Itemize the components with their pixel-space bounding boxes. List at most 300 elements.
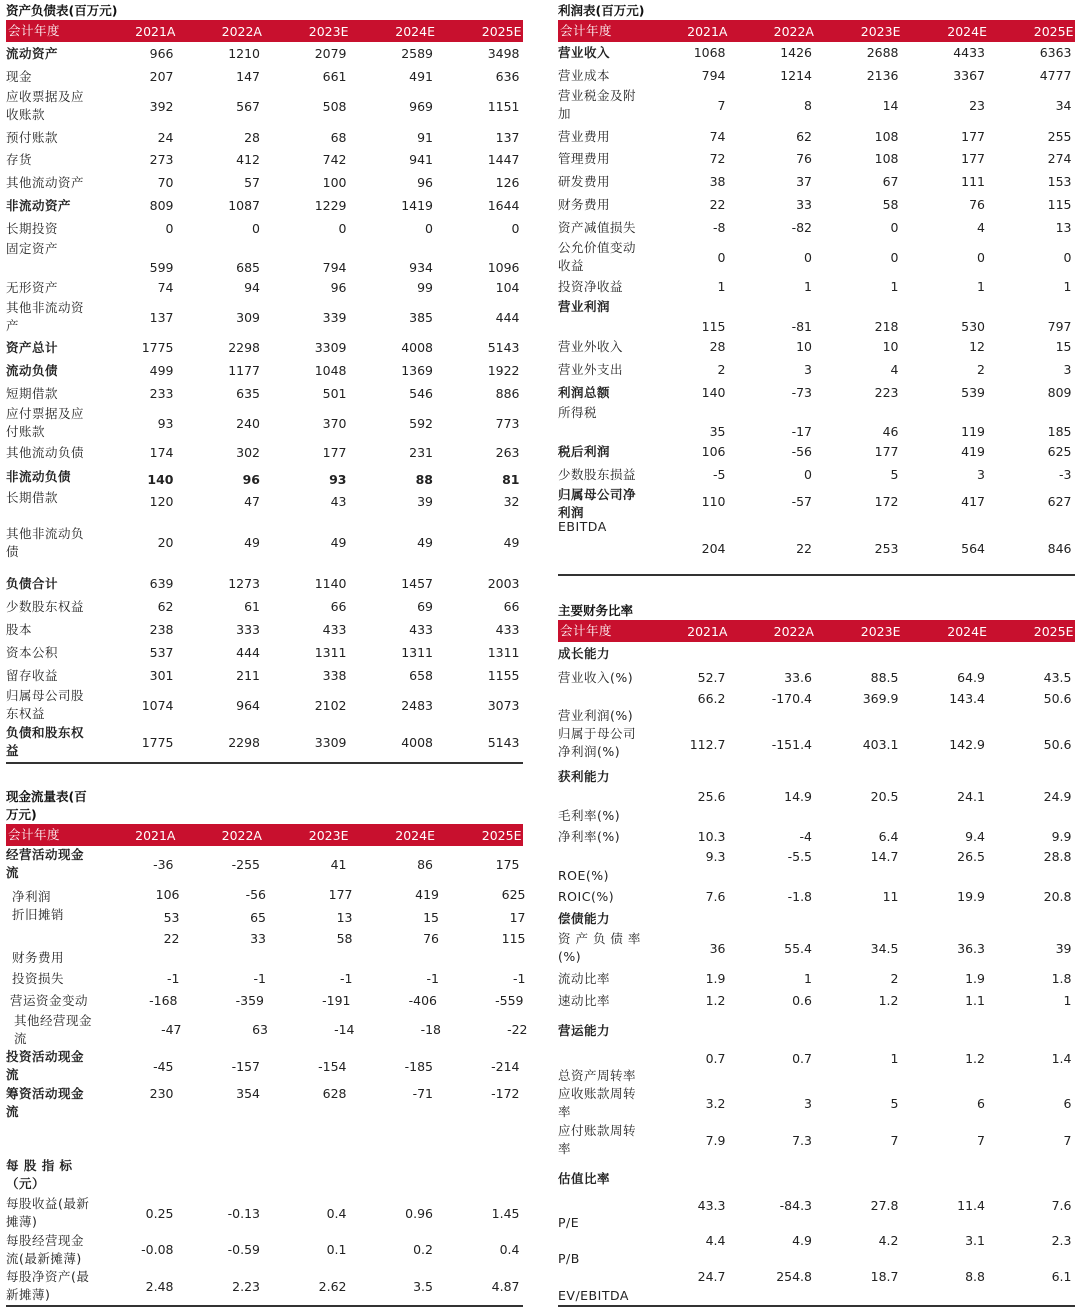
header-year: 2024E: [395, 827, 435, 843]
row-value: 22: [163, 931, 180, 946]
row-value: 36.3: [957, 940, 985, 956]
row-value: 1644: [487, 197, 520, 213]
header-year: 2025E: [481, 23, 522, 39]
row-value: 0: [165, 220, 174, 236]
row-value: 309: [236, 310, 260, 325]
row-value: -22: [507, 1022, 528, 1037]
row-value: 7.6: [1051, 1198, 1072, 1213]
table-row: [6, 442, 523, 464]
row-value: 2: [890, 970, 899, 986]
row-value: 4.4: [705, 1233, 726, 1248]
row-value: 3367: [953, 67, 985, 83]
row-value: 143.4: [949, 691, 985, 706]
row-value: 147: [236, 68, 260, 84]
row-label: 营业税金及附加: [558, 88, 637, 121]
row-value: -0.59: [227, 1242, 260, 1257]
table-row: [558, 42, 1075, 64]
row-value: 218: [874, 319, 899, 334]
row-value: -214: [491, 1058, 520, 1074]
table-row: [558, 148, 1075, 170]
row-value: 537: [149, 644, 174, 660]
row-value: 62: [796, 128, 812, 144]
row-value: 3.1: [965, 1233, 985, 1248]
row-value: -170.4: [771, 691, 812, 706]
table-row: [558, 1232, 1075, 1268]
row-value: 120: [149, 493, 174, 509]
row-label: 归属于母公司净利润(%): [558, 726, 637, 759]
table-row: [558, 1268, 1075, 1305]
row-value: 7: [890, 1133, 899, 1148]
row-value: 68: [330, 129, 347, 145]
row-value: 50.6: [1043, 691, 1072, 706]
row-value: 0.25: [145, 1205, 174, 1221]
table-row: [558, 404, 1075, 441]
row-value: 7.6: [705, 888, 726, 904]
row-value: 91: [417, 129, 433, 145]
row-value: 7.9: [705, 1133, 726, 1148]
header-year: 2023E: [308, 23, 349, 39]
table-row: [558, 1197, 1075, 1232]
row-value: 177: [874, 444, 899, 459]
row-value: -1: [253, 970, 266, 986]
row-value: -14: [334, 1022, 355, 1037]
row-value: 34.5: [870, 940, 899, 956]
row-label: P/B: [558, 1251, 580, 1266]
balance-bottom-rule: [6, 762, 523, 764]
row-value: 0: [252, 220, 260, 236]
table-row: [558, 381, 1075, 404]
section-heading: [6, 1157, 523, 1195]
row-value: -1: [167, 970, 180, 986]
row-value: 254.8: [776, 1269, 812, 1284]
row-label: 归属母公司股东权益: [6, 688, 85, 721]
row-label: 负债和股东权益: [6, 725, 85, 758]
row-label: 预付账款: [6, 129, 59, 145]
header-year: 2024E: [947, 623, 987, 639]
row-value: 64.9: [957, 670, 985, 685]
row-value: 0: [890, 219, 899, 235]
section-heading: [558, 1012, 1075, 1050]
row-value: 49: [503, 535, 520, 550]
section-heading: [558, 1160, 1075, 1197]
row-value: -191: [322, 993, 351, 1008]
row-value: 18.7: [870, 1269, 899, 1284]
header-year: 2021A: [687, 23, 728, 39]
row-value: 0.96: [405, 1205, 433, 1221]
row-value: 1.9: [705, 970, 726, 986]
row-value: 2483: [401, 697, 433, 713]
row-value: 231: [409, 445, 433, 460]
row-value: -0.08: [141, 1242, 174, 1257]
table-row: [6, 846, 523, 883]
row-label: 毛利率(%): [558, 808, 621, 823]
row-label: 折旧摊销: [12, 907, 65, 922]
row-value: 67: [882, 173, 899, 189]
row-value: 177: [961, 151, 985, 166]
row-value: 546: [409, 385, 433, 401]
row-label: 其他非流动负债: [6, 526, 85, 559]
row-value: 25.6: [697, 789, 726, 804]
row-value: 508: [322, 99, 347, 114]
row-value: 211: [236, 667, 260, 683]
row-value: 964: [236, 697, 260, 713]
row-value: 1214: [780, 67, 812, 83]
row-value: 592: [409, 415, 433, 431]
row-value: 49: [244, 535, 260, 550]
row-value: 96: [330, 280, 347, 295]
row-value: 2298: [228, 734, 260, 750]
row-value: 112.7: [689, 737, 726, 752]
row-value: -1: [426, 970, 439, 986]
row-label: 营业外支出: [558, 361, 624, 377]
row-value: 177: [322, 445, 347, 460]
row-value: 19.9: [957, 888, 985, 904]
row-value: 3: [804, 361, 812, 377]
row-value: 65: [250, 910, 266, 925]
row-label: 净利率(%): [558, 828, 621, 844]
balance-title: 资产负债表(百万元): [6, 3, 118, 18]
row-value: 3.2: [705, 1095, 726, 1111]
table-row: [6, 906, 526, 930]
row-value: 1: [804, 279, 812, 294]
row-label: 所得税: [558, 405, 598, 420]
row-value: 41: [330, 856, 347, 872]
row-value: 0.1: [326, 1242, 347, 1257]
row-label: 股本: [6, 621, 33, 637]
table-row: [558, 64, 1075, 87]
row-value: 74: [709, 128, 726, 144]
table-row: [558, 666, 1075, 690]
row-value: 1.8: [1051, 970, 1072, 986]
row-value: 3309: [314, 340, 347, 355]
row-value: 7: [1063, 1133, 1072, 1148]
row-value: 204: [701, 541, 726, 556]
row-label: 流动资产: [6, 45, 59, 61]
table-row: [6, 489, 523, 514]
table-row: [558, 276, 1075, 298]
row-value: 639: [149, 576, 174, 591]
row-value: 969: [409, 99, 433, 114]
row-value: 1210: [228, 45, 260, 61]
row-value: 96: [417, 174, 433, 190]
row-label: 公允价值变动收益: [558, 240, 637, 273]
row-value: -5.5: [787, 849, 812, 864]
table-row: [6, 1048, 523, 1085]
row-value: -185: [404, 1058, 433, 1074]
row-value: 1: [890, 279, 899, 294]
table-row: [558, 825, 1075, 848]
row-value: -406: [408, 993, 437, 1008]
row-value: 0: [890, 249, 899, 265]
row-value: 1074: [141, 697, 174, 713]
row-value: 20.8: [1043, 888, 1072, 904]
row-label: 成长能力: [558, 646, 611, 661]
row-value: 846: [1047, 541, 1072, 556]
row-value: 444: [236, 644, 260, 660]
row-value: -18: [420, 1022, 441, 1037]
header-year: 2021A: [687, 623, 728, 639]
row-value: -559: [495, 993, 524, 1008]
header-year: 2025E: [481, 827, 522, 843]
row-value: 3498: [487, 45, 520, 61]
row-value: 58: [336, 931, 353, 946]
row-value: 628: [322, 1086, 347, 1101]
income-header-row: [558, 20, 1075, 42]
row-value: 28: [709, 339, 726, 354]
header-year: 2024E: [947, 23, 987, 39]
row-value: 1.9: [965, 970, 985, 986]
row-value: 24.1: [957, 789, 985, 804]
row-label: 应付票据及应付账款: [6, 406, 85, 439]
row-label: 存货: [6, 152, 33, 167]
row-value: 43: [330, 493, 347, 509]
row-value: 39: [417, 493, 433, 509]
table-row: [6, 1195, 523, 1232]
row-label: 现金: [6, 68, 33, 84]
row-value: 4433: [953, 45, 985, 60]
row-value: 33: [250, 931, 266, 946]
table-row: [6, 299, 523, 337]
row-value: 599: [149, 260, 174, 275]
table-row: [6, 359, 523, 382]
row-label: 筹资活动现金流: [6, 1086, 85, 1119]
row-value: 419: [415, 886, 439, 902]
row-value: 4008: [401, 734, 433, 750]
row-label: 财务费用: [12, 950, 65, 965]
income-title: 利润表(百万元): [558, 3, 645, 18]
row-value: 100: [322, 174, 347, 190]
row-value: -8: [713, 219, 726, 235]
row-label: 速动比率: [558, 993, 611, 1008]
row-value: 108: [874, 128, 899, 144]
row-value: 1: [890, 1051, 899, 1066]
table-row: [558, 788, 1075, 825]
row-value: 106: [701, 444, 726, 459]
row-value: 88: [415, 472, 433, 487]
row-value: 412: [236, 152, 260, 167]
row-value: 1922: [487, 362, 520, 378]
row-value: 63: [252, 1022, 268, 1037]
row-value: 1447: [487, 152, 520, 167]
row-value: 0: [425, 220, 433, 236]
row-value: 69: [417, 599, 433, 614]
table-row: [558, 441, 1075, 463]
row-value: 49: [417, 535, 433, 550]
row-value: 10: [882, 339, 899, 354]
row-value: 8: [804, 98, 812, 113]
row-value: 99: [417, 280, 433, 295]
row-value: 2: [717, 361, 726, 377]
table-row: [558, 967, 1075, 990]
row-value: 8.8: [965, 1269, 985, 1284]
row-value: 35: [709, 424, 726, 439]
row-value: 1.45: [491, 1205, 520, 1221]
row-value: 110: [701, 494, 726, 509]
row-value: 38: [709, 173, 726, 189]
row-label: ROE(%): [558, 868, 610, 883]
income-bottom-rule: [558, 574, 1075, 576]
row-value: 126: [495, 174, 520, 190]
row-value: 1457: [401, 576, 433, 591]
row-value: 773: [495, 415, 520, 431]
row-value: 11.4: [957, 1198, 985, 1213]
cashflow-table: [6, 788, 528, 1305]
row-value: 175: [495, 856, 520, 872]
row-value: 52.7: [697, 670, 726, 685]
table-row: [6, 337, 523, 359]
table-row: [558, 87, 1075, 125]
row-value: 174: [149, 445, 174, 460]
row-value: 66: [330, 599, 347, 614]
row-value: 39: [1055, 940, 1072, 956]
row-value: 370: [322, 415, 347, 431]
table-row: [558, 990, 1075, 1012]
table-row: [6, 687, 523, 724]
row-value: 567: [236, 99, 260, 114]
table-row: [6, 149, 523, 171]
row-value: -71: [412, 1086, 433, 1101]
row-value: 15: [1055, 339, 1072, 354]
row-value: 2102: [314, 697, 347, 713]
row-value: 66.2: [697, 691, 726, 706]
row-value: 302: [236, 445, 260, 460]
row-value: 2.48: [145, 1278, 174, 1294]
row-value: 809: [149, 197, 174, 213]
row-value: 24.9: [1043, 789, 1072, 804]
table-row: [6, 405, 523, 442]
row-value: -168: [149, 993, 178, 1008]
row-value: 26.5: [957, 849, 985, 864]
table-row: [558, 486, 1075, 518]
row-label: 营运能力: [558, 1023, 611, 1038]
row-label: 资产减值损失: [558, 219, 637, 235]
row-value: 1273: [228, 576, 260, 591]
row-value: 153: [1047, 173, 1072, 189]
row-value: 433: [322, 621, 347, 637]
row-value: 1048: [314, 362, 347, 378]
row-value: 28.8: [1043, 849, 1072, 864]
table-row: [6, 277, 523, 299]
row-value: 530: [961, 319, 985, 334]
row-label: 每股经营现金流(最新摊薄): [6, 1233, 85, 1266]
row-value: -151.4: [771, 737, 812, 752]
table-row: [6, 240, 523, 277]
row-value: 273: [149, 152, 174, 167]
row-label: 非流动资产: [6, 197, 72, 213]
row-value: 37: [796, 173, 812, 189]
row-value: 1140: [314, 576, 347, 591]
row-value: 369.9: [862, 691, 899, 706]
row-value: 417: [961, 494, 985, 509]
row-value: 240: [236, 415, 260, 431]
row-label: 总资产周转率: [558, 1068, 637, 1083]
row-value: 53: [163, 910, 180, 925]
row-value: 338: [322, 667, 347, 683]
row-value: 274: [1047, 151, 1072, 166]
row-value: 74: [157, 280, 174, 295]
header-year: 2023E: [308, 827, 349, 843]
header-label: 会计年度: [560, 623, 613, 638]
row-value: 70: [157, 174, 174, 190]
row-label: 其他流动资产: [6, 174, 85, 190]
row-value: 22: [709, 196, 726, 212]
row-value: -0.13: [227, 1205, 260, 1221]
row-value: 635: [236, 385, 260, 401]
row-value: 501: [322, 385, 347, 401]
row-value: 142.9: [949, 737, 985, 752]
row-label: 偿债能力: [558, 911, 611, 926]
row-value: 1: [1063, 279, 1072, 294]
row-label: 每 股 指 标（元）: [6, 1158, 73, 1191]
row-value: 499: [149, 362, 174, 378]
row-value: 966: [149, 45, 174, 61]
row-value: 36: [709, 940, 726, 956]
row-label: 短期借款: [6, 385, 59, 401]
row-value: 685: [236, 260, 260, 275]
row-label: 营业成本: [558, 67, 611, 83]
row-value: 2298: [228, 340, 260, 355]
table-row: [558, 725, 1075, 765]
row-value: 6363: [1039, 45, 1072, 60]
row-value: 233: [149, 385, 174, 401]
table-row: [6, 990, 523, 1012]
row-value: 3.5: [413, 1278, 433, 1294]
row-value: 333: [236, 621, 260, 637]
row-value: 33: [796, 196, 812, 212]
row-value: 43.5: [1043, 670, 1072, 685]
row-value: -56: [791, 444, 812, 459]
row-value: 794: [322, 260, 347, 275]
row-value: 13: [336, 910, 353, 925]
row-value: 207: [149, 68, 174, 84]
header-year: 2022A: [773, 23, 814, 39]
row-value: 5: [890, 1095, 899, 1111]
row-value: 119: [961, 424, 985, 439]
row-value: 1096: [487, 260, 520, 275]
row-value: 1: [717, 279, 726, 294]
row-value: 7: [977, 1133, 985, 1148]
table-row: [6, 217, 523, 240]
row-value: 94: [244, 280, 260, 295]
row-value: 5143: [487, 340, 520, 355]
row-value: 1311: [314, 644, 347, 660]
row-value: 137: [149, 310, 174, 325]
row-value: 76: [796, 151, 812, 166]
table-row: [558, 848, 1075, 885]
row-value: -45: [153, 1058, 174, 1074]
section-heading: [558, 908, 1075, 930]
row-value: 255: [1047, 128, 1072, 144]
row-value: 1.1: [965, 993, 985, 1008]
table-row: [6, 514, 523, 572]
row-value: 0: [977, 249, 985, 265]
table-row: [6, 596, 523, 618]
row-label: 资产总计: [6, 340, 59, 355]
row-value: 403.1: [862, 737, 899, 752]
ratios-title: 主要财务比率: [558, 603, 634, 618]
row-label: 投资活动现金流: [6, 1049, 85, 1082]
row-label: 估值比率: [558, 1170, 611, 1186]
row-value: -3: [1059, 466, 1072, 482]
row-value: -1.8: [787, 888, 812, 904]
row-value: 539: [961, 384, 985, 400]
row-value: 886: [495, 385, 520, 401]
row-value: 61: [244, 599, 260, 614]
header-year: 2022A: [221, 23, 262, 39]
table-row: [6, 1085, 523, 1157]
table-row: [558, 1122, 1075, 1160]
row-value: 58: [882, 196, 899, 212]
